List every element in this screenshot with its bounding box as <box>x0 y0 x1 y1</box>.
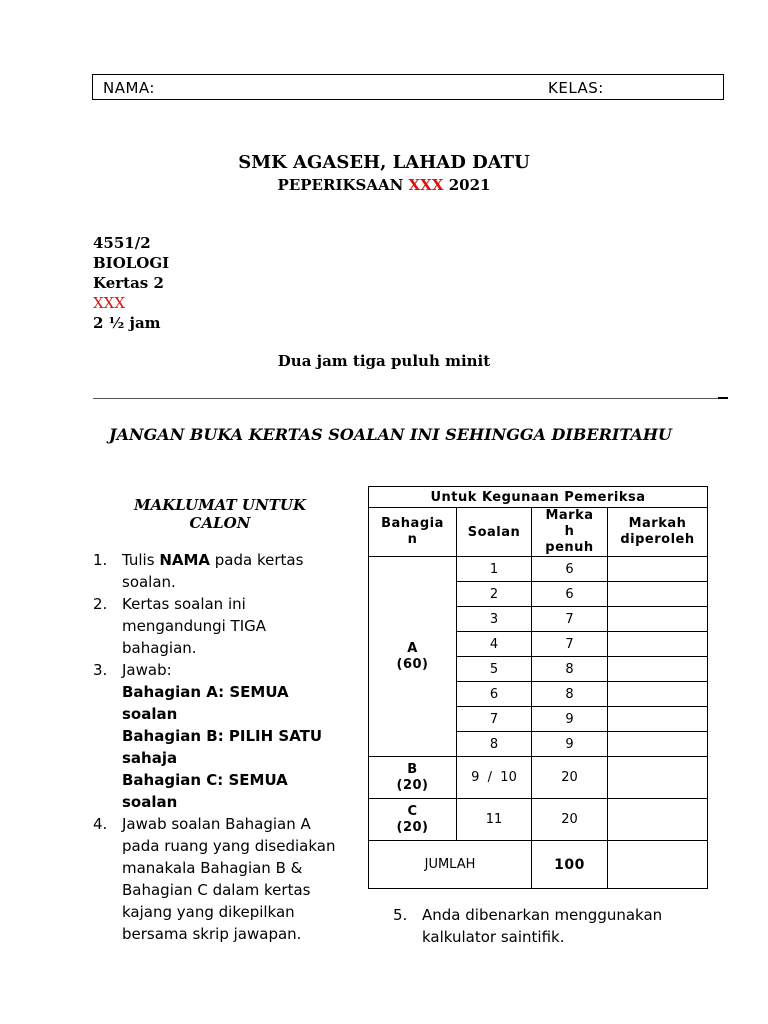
paper-subject: BIOLOGI <box>93 254 170 272</box>
paper-placeholder: XXX <box>93 294 126 312</box>
question-number: 7 <box>457 707 532 732</box>
instruction-number: 1. <box>93 551 108 569</box>
instruction-line: manakala Bahagian B & <box>122 859 303 877</box>
question-number: 4 <box>457 632 532 657</box>
header-question: Soalan <box>457 508 532 557</box>
instruction-line: Jawab soalan Bahagian A <box>122 815 311 833</box>
instruction-number: 4. <box>93 815 108 833</box>
full-marks: 6 <box>532 582 608 607</box>
marks-obtained-cell[interactable] <box>608 582 708 607</box>
instruction-line: soalan <box>122 705 178 723</box>
question-number: 8 <box>457 732 532 757</box>
table-title: Untuk Kegunaan Pemeriksa <box>369 487 708 508</box>
instruction-line: kalkulator saintifik. <box>422 928 565 946</box>
paper-duration: 2 ½ jam <box>93 314 161 332</box>
marks-obtained-cell[interactable] <box>608 657 708 682</box>
instruction-bold: NAMA <box>159 551 211 569</box>
instruction-line: Bahagian A: SEMUA <box>122 683 289 701</box>
header-section <box>369 508 457 557</box>
instruction-line: Kertas soalan ini <box>122 595 246 613</box>
marks-obtained-cell[interactable] <box>608 632 708 657</box>
instruction-line: Bahagian C dalam kertas <box>122 881 311 899</box>
section-marks: (60) <box>396 656 429 672</box>
instruction-text: pada kertas <box>210 551 304 569</box>
section-marks: (20) <box>396 819 429 835</box>
header-text: h <box>564 524 575 539</box>
class-label: KELAS: <box>548 79 604 97</box>
question-number: 3 <box>457 607 532 632</box>
marks-obtained-cell[interactable] <box>608 799 708 841</box>
divider-line-end <box>718 397 728 399</box>
full-marks: 7 <box>532 607 608 632</box>
instructions-heading-line: MAKLUMAT UNTUK <box>134 496 306 514</box>
header-text: Marka <box>545 508 594 523</box>
instruction-line: Jawab: <box>122 661 172 679</box>
exam-year: 2021 <box>448 176 491 194</box>
marks-obtained-cell[interactable] <box>608 557 708 582</box>
header-text: Bahagia <box>381 516 444 531</box>
section-a-label <box>369 557 457 757</box>
section-b-label <box>369 757 457 799</box>
header-full-marks <box>532 508 608 557</box>
instruction-line: Bahagian B: PILIH SATU <box>122 727 323 745</box>
instruction-line: soalan. <box>122 573 176 591</box>
question-number: 2 <box>457 582 532 607</box>
section-marks: (20) <box>396 777 429 793</box>
instruction-line: Anda dibenarkan menggunakan <box>422 906 663 924</box>
header-marks-obtained <box>608 508 708 557</box>
warning-notice: JANGAN BUKA KERTAS SOALAN INI SEHINGGA DIBERITAHU <box>109 425 672 444</box>
total-label: JUMLAH <box>369 841 532 889</box>
question-number: 6 <box>457 682 532 707</box>
instruction-line: pada ruang yang disediakan <box>122 837 336 855</box>
instruction-number: 2. <box>93 595 108 613</box>
instruction-line: Bahagian C: SEMUA <box>122 771 288 789</box>
instruction-number: 3. <box>93 661 108 679</box>
question-number: 9 / 10 <box>457 757 532 799</box>
name-label: NAMA: <box>103 79 155 97</box>
full-marks: 9 <box>532 732 608 757</box>
full-marks: 8 <box>532 657 608 682</box>
exam-title <box>0 176 768 194</box>
name-class-box <box>92 74 724 100</box>
header-text: Markah <box>628 516 687 531</box>
school-title: SMK AGASEH, LAHAD DATU <box>238 152 530 173</box>
instructions-heading <box>110 496 330 532</box>
duration-words: Dua jam tiga puluh minit <box>277 352 491 370</box>
divider-line <box>93 398 728 399</box>
full-marks: 9 <box>532 707 608 732</box>
question-number: 11 <box>457 799 532 841</box>
section-letter: B <box>407 761 418 777</box>
instruction-line: mengandungi TIGA <box>122 617 267 635</box>
instruction-line: bahagian. <box>122 639 197 657</box>
instruction-number: 5. <box>393 906 408 924</box>
full-marks: 7 <box>532 632 608 657</box>
total-marks: 100 <box>532 841 608 889</box>
instruction-line: sahaja <box>122 749 178 767</box>
paper-number: Kertas 2 <box>93 274 164 292</box>
paper-code: 4551/2 <box>93 234 151 252</box>
instructions-heading-line: CALON <box>189 514 251 532</box>
header-text: n <box>407 532 418 547</box>
instruction-line: kajang yang dikepilkan <box>122 903 295 921</box>
marks-obtained-cell[interactable] <box>608 707 708 732</box>
instruction-line: soalan <box>122 793 178 811</box>
examiner-table <box>368 486 708 889</box>
total-obtained-cell[interactable] <box>608 841 708 889</box>
full-marks: 20 <box>532 757 608 799</box>
full-marks: 8 <box>532 682 608 707</box>
question-number: 5 <box>457 657 532 682</box>
full-marks: 6 <box>532 557 608 582</box>
section-letter: C <box>407 803 418 819</box>
section-letter: A <box>407 640 418 656</box>
instruction-text: Tulis <box>122 551 160 569</box>
marks-obtained-cell[interactable] <box>608 732 708 757</box>
marks-obtained-cell[interactable] <box>608 682 708 707</box>
header-text: penuh <box>545 540 594 555</box>
exam-highlight: XXX <box>408 176 444 194</box>
instruction-line: bersama skrip jawapan. <box>122 925 302 943</box>
marks-obtained-cell[interactable] <box>608 607 708 632</box>
header-text: diperoleh <box>620 532 695 547</box>
full-marks: 20 <box>532 799 608 841</box>
question-number: 1 <box>457 557 532 582</box>
instruction-line <box>122 549 303 571</box>
marks-obtained-cell[interactable] <box>608 757 708 799</box>
exam-prefix: PEPERIKSAAN <box>277 176 404 194</box>
section-c-label <box>369 799 457 841</box>
